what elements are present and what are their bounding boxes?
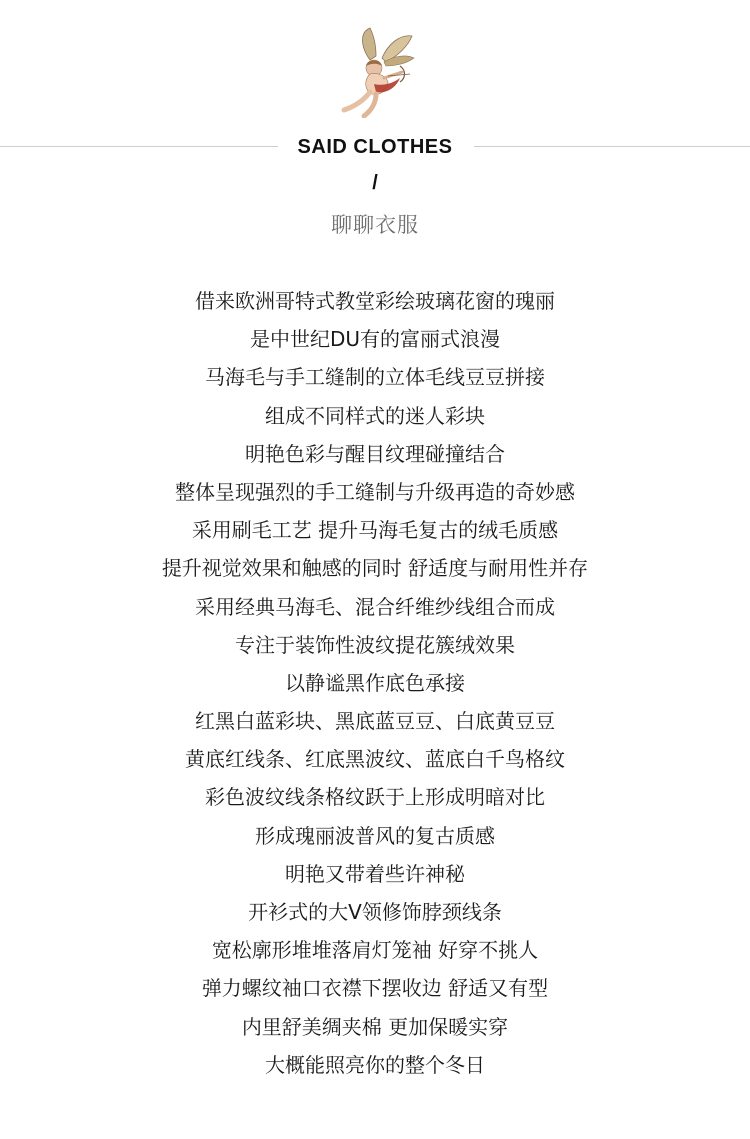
description-line: 是中世纪DU有的富丽式浪漫 — [249, 327, 501, 352]
description-line: 黄底红线条、红底黑波纹、蓝底白千鸟格纹 — [185, 747, 565, 772]
description-line: 开衫式的大V领修饰脖颈线条 — [248, 900, 502, 924]
description-line: 以静谧黑作底色承接 — [285, 670, 465, 695]
description-line: 组成不同样式的迷人彩块 — [265, 403, 485, 428]
description-line: 宽松廓形堆堆落肩灯笼袖 好穿不挑人 — [211, 938, 539, 963]
description-text — [0, 282, 750, 1084]
cherub-angel-icon — [330, 26, 422, 118]
description-line: 整体呈现强烈的手工缝制与升级再造的奇妙感 — [175, 479, 575, 504]
description-line: 弹力螺纹袖口衣襟下摆收边 舒适又有型 — [201, 976, 549, 1001]
description-line: 专注于装饰性波纹提花簇绒效果 — [235, 632, 515, 657]
description-line: 采用经典马海毛、混合纤维纱线组合而成 — [195, 594, 555, 619]
section-subtitle: 聊聊衣服 — [331, 213, 419, 237]
description-line: 彩色波纹线条格纹跃于上形成明暗对比 — [205, 785, 545, 810]
description-line: 形成瑰丽波普风的复古质感 — [255, 823, 495, 848]
header-divider-right — [474, 146, 750, 147]
description-line: 提升视觉效果和触感的同时 舒适度与耐用性并存 — [161, 556, 589, 581]
description-line: 借来欧洲哥特式教堂彩绘玻璃花窗的瑰丽 — [195, 289, 555, 313]
description-line: 马海毛与手工缝制的立体毛线豆豆拼接 — [205, 365, 545, 390]
description-line: 红黑白蓝彩块、黑底蓝豆豆、白底黄豆豆 — [195, 709, 555, 734]
title-separator: / — [372, 172, 378, 194]
description-line: 采用刷毛工艺 提升马海毛复古的绒毛质感 — [191, 518, 559, 543]
description-line: 明艳色彩与醒目纹理碰撞结合 — [245, 441, 505, 466]
brand-title: SAID CLOTHES — [297, 136, 453, 158]
description-line: 大概能照亮你的整个冬日 — [265, 1052, 485, 1077]
description-line: 内里舒美绸夹棉 更加保暖实穿 — [241, 1014, 509, 1039]
description-line: 明艳又带着些许神秘 — [285, 861, 465, 886]
